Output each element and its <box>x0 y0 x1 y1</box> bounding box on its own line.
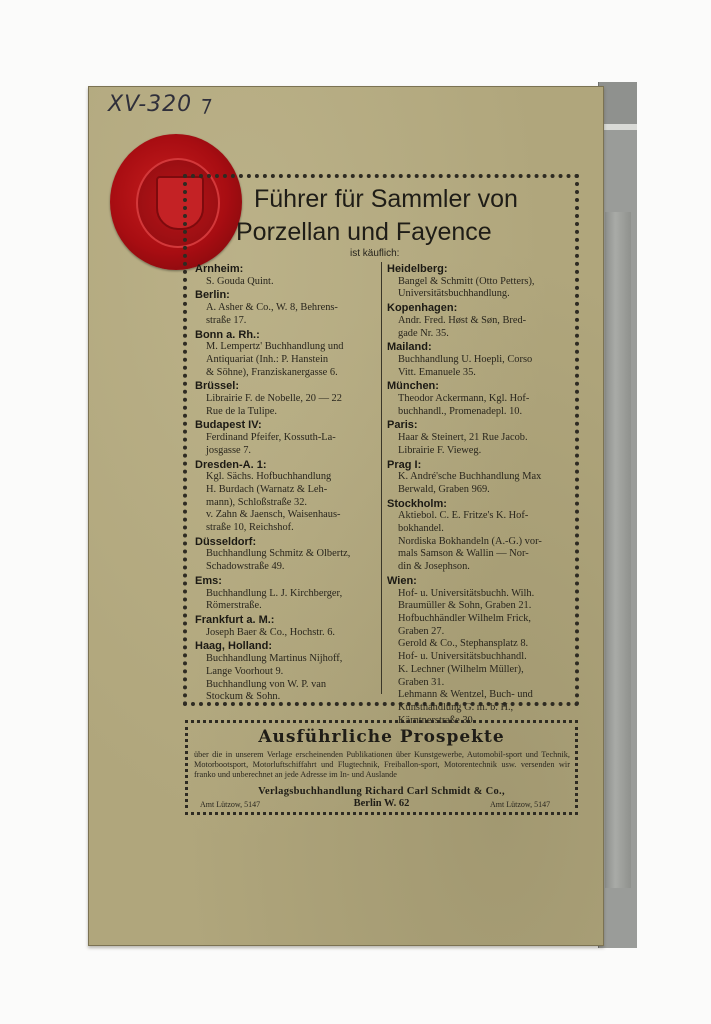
city-heading: Berlin: <box>195 289 230 302</box>
heading-subtitle: ist käuflich: <box>350 248 400 259</box>
retailer-line: Bangel & Schmitt (Otto Petters), <box>398 275 535 287</box>
retailer-line: Hof- u. Universitätsbuchh. Wilh. <box>398 587 535 599</box>
retailer-line: straße 10, Reichshof. <box>206 522 294 534</box>
retailer-line: gade Nr. 35. <box>398 327 449 339</box>
retailer-line: Antiquariat (Inh.: P. Hanstein <box>206 353 329 365</box>
retailer-line: Buchhandlung Schmitz & Olbertz, <box>206 548 351 560</box>
city-heading: Bonn a. Rh.: <box>195 328 260 341</box>
retailer-line: Aktiebol. C. E. Fritze's K. Hof- <box>398 510 529 522</box>
retailer-line: Graben 27. <box>398 625 445 637</box>
heading <box>236 183 574 249</box>
city-heading: Mailand: <box>387 341 432 354</box>
city-heading: Kopenhagen: <box>387 302 458 315</box>
retailer-line: Kärntnerstraße 30. <box>398 714 476 726</box>
retailer-line: Buchhandlung L. J. Kirchberger, <box>206 587 343 599</box>
city-heading: Arnheim: <box>195 263 244 275</box>
retailer-line: Braumüller & Sohn, Graben 21. <box>398 600 532 612</box>
city-heading: Budapest IV: <box>195 419 262 432</box>
handwritten-shelfmark: XV-320 ⁊ <box>108 92 213 117</box>
retailer-line: v. Zahn & Jaensch, Waisenhaus- <box>206 509 341 521</box>
city-heading: München: <box>387 380 439 393</box>
retailer-line: Buchhandlung U. Hoepli, Corso <box>398 353 533 365</box>
advert-phone-left: Amt Lützow, 5147 <box>200 800 261 809</box>
retailer-line: Ferdinand Pfeifer, Kossuth-La- <box>206 432 336 444</box>
retailer-line: Kgl. Sächs. Hofbuchhandlung <box>206 471 332 483</box>
city-heading: Frankfurt a. M.: <box>195 613 275 626</box>
column-divider <box>381 262 382 694</box>
retailer-line: josgasse 7. <box>206 444 252 456</box>
heading-line-1: Führer für Sammler von <box>254 185 518 213</box>
advert-publisher: Verlagsbuchhandlung Richard Carl Schmidt & Co., <box>258 786 505 797</box>
retailer-line: Lehmann & Wentzel, Buch- und <box>398 689 533 701</box>
retailer-line: S. Gouda Quint. <box>206 275 274 287</box>
advert-phone-right: Amt Lützow, 5147 <box>490 800 551 809</box>
retailer-line: Librairie F. Vieweg. <box>398 444 482 456</box>
retailer-line: Graben 31. <box>398 676 445 688</box>
retailer-line: Hof- u. Universitätsbuchhandl. <box>398 651 527 663</box>
right-retailer-column <box>387 262 571 727</box>
left-retailer-column <box>195 262 379 704</box>
spine-light-band <box>599 124 637 130</box>
city-heading: Ems: <box>195 574 222 587</box>
retailer-line: & Söhne), Franziskanergasse 6. <box>206 366 338 378</box>
retailer-line: Hofbuchhändler Wilhelm Frick, <box>398 612 531 624</box>
retailer-line: Schadowstraße 49. <box>206 561 285 573</box>
retailer-line: mals Samson & Wallin — Nor- <box>398 548 529 560</box>
retailer-line: Vitt. Emanuele 35. <box>398 366 476 378</box>
retailer-line: mann), Schloßstraße 32. <box>206 496 307 508</box>
heading-line-2: Porzellan und Fayence <box>236 218 492 246</box>
city-heading: Dresden-A. 1: <box>195 458 267 471</box>
city-heading: Paris: <box>387 419 418 432</box>
city-heading: Düsseldorf: <box>195 535 257 548</box>
retailer-line: buchhandl., Promenadepl. 10. <box>398 405 523 417</box>
retailer-line: Librairie F. de Nobelle, 20 — 22 <box>206 393 342 405</box>
city-heading: Prag I: <box>387 458 422 471</box>
retailer-line: Kunsthandlung G. m. b. H., <box>398 701 514 713</box>
city-heading: Wien: <box>387 574 417 587</box>
city-heading: Stockholm: <box>387 497 447 510</box>
retailer-line: M. Lempertz' Buchhandlung und <box>206 341 344 353</box>
retailer-line: Römerstraße. <box>206 600 262 612</box>
retailer-line: bokhandel. <box>398 523 444 535</box>
advert-city: Berlin W. 62 <box>353 798 410 809</box>
retailer-line: K. André'sche Buchhandlung Max <box>398 471 542 483</box>
retailer-line: Buchhandlung von W. P. van <box>206 678 327 690</box>
advert-text: über die in unserem Verlage erscheinenden Publikationen über Kunstgewerbe, Automobil-sport und Technik, Motorbootsport, Motorluftschiffahrt und Flugtechnik, Freiballon-sport, Motorentechnik usw. versenden wir franko und unberechnet an jede Adresse im In- und Auslande <box>194 750 570 779</box>
retailer-line: K. Lechner (Wilhelm Müller), <box>398 663 524 675</box>
retailer-line: din & Josephson. <box>398 561 470 573</box>
spine-tape <box>605 212 631 888</box>
retailer-line: Haar & Steinert, 21 Rue Jacob. <box>398 432 528 444</box>
retailer-line: Lange Voorhout 9. <box>206 665 284 677</box>
city-heading: Heidelberg: <box>387 263 448 275</box>
retailer-line: Rue de la Tulipe. <box>206 405 278 417</box>
retailer-line: Theodor Ackermann, Kgl. Hof- <box>398 393 530 405</box>
city-heading: Haag, Holland: <box>195 640 273 653</box>
retailer-line: Nordiska Bokhandeln (A.-G.) vor- <box>398 535 542 547</box>
retailer-line: Andr. Fred. Høst & Søn, Bred- <box>398 314 527 326</box>
advert-title: Ausführliche Prospekte <box>258 727 505 747</box>
retailer-line: straße 17. <box>206 314 247 326</box>
retailer-line: Gerold & Co., Stephansplatz 8. <box>398 638 529 650</box>
retailer-line: H. Burdach (Warnatz & Leh- <box>206 483 328 495</box>
city-heading: Brüssel: <box>195 380 240 393</box>
spine-top-band <box>599 82 637 124</box>
retailer-line: Berwald, Graben 969. <box>398 483 490 495</box>
retailer-line: Stockum & Sohn. <box>206 691 281 703</box>
retailer-line: A. Asher & Co., W. 8, Behrens- <box>206 302 338 314</box>
retailer-line: Universitätsbuchhandlung. <box>398 288 510 300</box>
retailer-line: Joseph Baer & Co., Hochstr. 6. <box>206 626 336 638</box>
retailer-line: Buchhandlung Martinus Nijhoff, <box>206 653 343 665</box>
